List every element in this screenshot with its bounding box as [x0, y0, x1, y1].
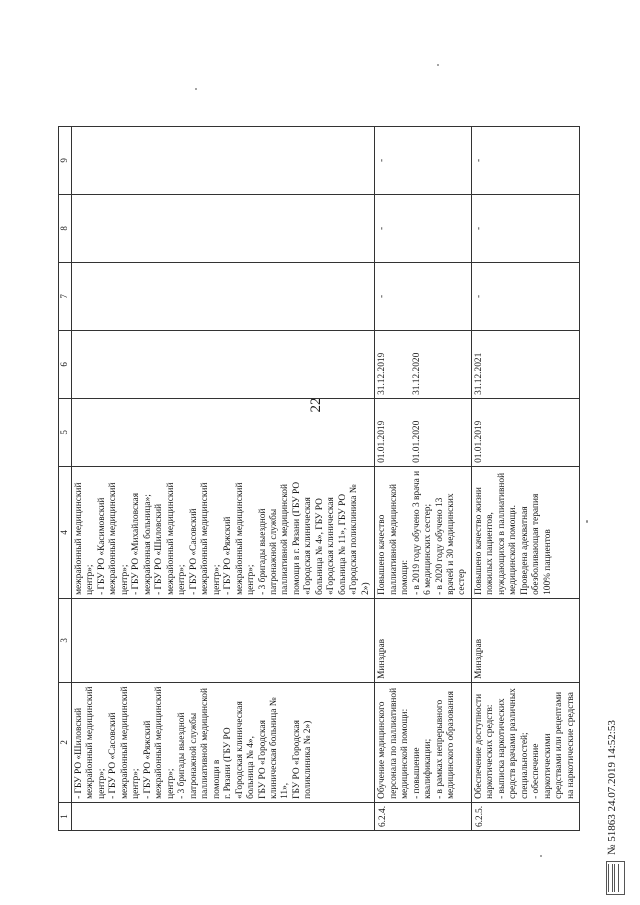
cell-line: 31.12.2020: [411, 352, 422, 395]
cell-line: - ГБУ РО «Сасовский межрайонный медицинский центр»;: [188, 482, 222, 595]
cell-line: - ГБУ РО «Ряжский межрайонный медицинский центр»;: [142, 686, 176, 799]
start-date: [471, 398, 579, 466]
header-cell: 8: [59, 194, 72, 262]
header-cell: 7: [59, 262, 72, 330]
expected-result: [471, 466, 579, 598]
cell-line: г. Рязани (ГБУ РО «Городская клиническая больница № 4»,: [223, 701, 257, 799]
cell-line: - ГБУ РО «Ряжский межрайонный медицинский центр»;: [223, 482, 257, 595]
col7-value: [72, 262, 375, 330]
end-date: [471, 330, 579, 398]
cell-line: 31.12.2021: [473, 352, 484, 395]
page-number: 22: [307, 397, 324, 413]
row-number: [72, 802, 375, 830]
col9-value: [72, 126, 375, 194]
activity-name: [471, 682, 579, 802]
cell-line: - в 2019 году обучено 3 врача и 6 медицинских сестер;: [411, 470, 434, 595]
start-date: [72, 398, 375, 466]
cell-line: - повышение квалификации;: [411, 738, 434, 799]
cell-line: - в рамках непрерывного медицинского образования: [434, 691, 456, 799]
cell-line: [389, 402, 400, 463]
header-row: [59, 126, 72, 830]
table-row: [471, 126, 579, 830]
header-cell: 3: [59, 598, 72, 682]
cell-line: - ГБУ РО «Сасовский межрайонный медицинский центр»;: [108, 686, 142, 799]
scan-speck: [195, 88, 197, 90]
cell-line: - ГБУ РО «Касимовский межрайонный медицинский центр»;: [96, 482, 130, 595]
cell-line: ГБУ РО «Городская клиническая больница № 11»,: [257, 697, 291, 799]
col8-value: -: [375, 194, 472, 262]
cell-line: межрайонный медицинский центр»;: [74, 482, 96, 595]
cell-line: [389, 334, 400, 395]
cell-line: - ГБУ РО «Шиловский межрайонный медицинский центр»;: [154, 482, 188, 595]
row-number: 6.2.5.: [471, 802, 579, 830]
header-cell: 4: [59, 466, 72, 598]
col7-value: -: [375, 262, 472, 330]
cell-line: [400, 334, 411, 395]
header-cell: 1: [59, 802, 72, 830]
cell-line: Обеспечение доступности наркотических средств:: [473, 693, 496, 799]
plan-table: [58, 126, 580, 831]
expected-result: [72, 466, 375, 598]
scan-speck: [586, 520, 588, 523]
header-cell: 6: [59, 330, 72, 398]
cell-line: [400, 402, 411, 463]
col8-value: -: [471, 194, 579, 262]
cell-line: Повышено качество паллиативной медицинской помощи:: [377, 483, 411, 595]
col8-value: [72, 194, 375, 262]
expected-result: [375, 466, 472, 598]
cell-line: - 3 бригады выездной патронажной службы паллиативной медицинской помощи в г. Рязани (ГБУ РО «Городская клиническая больница № 4», ГБУ РО «Городская клиническая больница № 11», ГБУ РО «Городская поликлиника № 2»): [257, 481, 371, 595]
header-cell: 2: [59, 682, 72, 802]
activity-name: [375, 682, 472, 802]
scan-speck: [540, 855, 542, 857]
col7-value: -: [471, 262, 579, 330]
table-row: [72, 126, 375, 830]
cell-line: 31.12.2019: [377, 352, 388, 395]
executor: Минздрав: [471, 598, 579, 682]
cell-line: - обеспечение наркотическими средствами или рецептами на наркотические средства: [531, 691, 576, 799]
cell-line: - ГБУ РО «Михайловская межрайонная больница»;: [131, 492, 153, 595]
cell-line: - выписка наркотических средств врачами различных специальностей;: [496, 688, 530, 799]
end-date: [375, 330, 472, 398]
table-row: [375, 126, 472, 830]
cell-line: Обучение медицинского персонала по паллиативной медицинской помощи:: [377, 687, 411, 799]
col9-value: -: [471, 126, 579, 194]
row-number: 6.2.4.: [375, 802, 472, 830]
col9-value: -: [375, 126, 472, 194]
cell-line: 01.01.2020: [411, 420, 422, 463]
cell-line: - ГБУ РО «Шиловский межрайонный медицинский центр»;: [74, 686, 107, 799]
end-date: [72, 330, 375, 398]
registration-stamp: [600, 475, 630, 895]
cell-line: Повышено качество жизни пожилых пациентов, нуждающихся в паллиативной медицинской помощи.: [473, 472, 519, 595]
cell-line: - в 2020 году обучено 13 врачей и 30 медицинских сестер: [434, 493, 468, 595]
executor: [72, 598, 375, 682]
cell-line: 01.01.2019: [377, 420, 388, 463]
cell-line: 01.01.2019: [473, 420, 484, 463]
registry-logo-icon: [606, 861, 625, 895]
header-cell: 9: [59, 126, 72, 194]
stamp-text: № 51863 24.07.2019 14:52:53: [606, 720, 618, 855]
cell-line: ГБУ РО «Городская поликлиника № 2»): [291, 720, 314, 799]
scan-speck: [437, 64, 439, 66]
header-cell: 5: [59, 398, 72, 466]
cell-line: Проведена адекватная обезболивающая терапия 100% пациентов: [519, 493, 553, 595]
executor: Минздрав: [375, 598, 472, 682]
activity-name: [72, 682, 375, 802]
cell-line: - 3 бригады выездной патронажной службы паллиативной медицинской помощи в: [177, 687, 222, 799]
start-date: [375, 398, 472, 466]
